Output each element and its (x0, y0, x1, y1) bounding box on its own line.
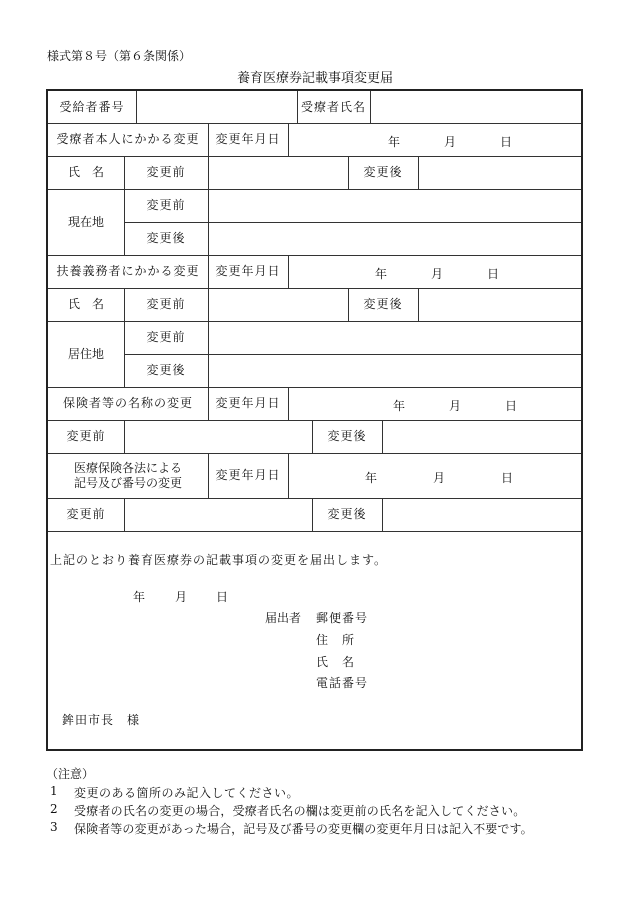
note-number: 3 (50, 820, 58, 834)
insurer-change-date-field[interactable] (289, 387, 581, 420)
guardian-name-after-field[interactable] (419, 288, 581, 321)
date-year-unit: 年 (375, 267, 388, 281)
insurer-after-label: 変更後 (327, 429, 367, 443)
date-month-unit: 月 (433, 471, 446, 485)
form-number: 様式第８号（第６条関係） (47, 49, 192, 63)
guardian-change-date-field[interactable] (289, 255, 581, 288)
recipient-number-label: 受給者番号 (59, 99, 125, 114)
note-text: 受療者の氏名の変更の場合，受療者氏名の欄は変更前の氏名を記入してください。 (74, 804, 526, 818)
applicant-name-label: 氏 名 (316, 655, 356, 669)
patient-address-after-field[interactable] (209, 222, 581, 255)
phone-number-label: 電話番号 (316, 676, 369, 690)
patient-change-heading: 受療者本人にかかる変更 (56, 132, 200, 146)
patient-name-field[interactable] (371, 91, 581, 123)
page-title: 養育医療券記載事項変更届 (236, 71, 393, 86)
guardian-name-after-label: 変更後 (363, 297, 403, 311)
guardian-address-after-field[interactable] (209, 354, 581, 387)
guardian-change-date-label: 変更年月日 (215, 264, 281, 278)
insurer-change-heading: 保険者等の名称の変更 (62, 396, 193, 410)
submission-date-field[interactable] (108, 587, 238, 605)
date-month-unit: 月 (449, 399, 462, 413)
patient-address-before-label: 変更前 (146, 198, 186, 212)
addressee: 鉾田市長 様 (62, 713, 141, 727)
note-number: 1 (50, 784, 58, 798)
date-year-unit: 年 (393, 399, 406, 413)
patient-address-before-field[interactable] (209, 189, 581, 222)
grid-line (48, 531, 581, 532)
patient-name-before-label: 変更前 (146, 165, 186, 179)
date-month-unit: 月 (431, 267, 444, 281)
date-year-unit: 年 (133, 590, 146, 604)
notes-heading: （注意） (46, 767, 95, 781)
guardian-address-before-field[interactable] (209, 321, 581, 354)
symbol-change-heading-line2: 記号及び番号の変更 (73, 475, 182, 490)
date-month-unit: 月 (175, 590, 188, 604)
patient-name-after-field[interactable] (419, 156, 581, 189)
guardian-address-label: 居住地 (67, 346, 104, 361)
patient-name-after-label: 変更後 (363, 165, 403, 179)
symbol-after-field[interactable] (383, 498, 581, 531)
note-number: 2 (50, 802, 58, 816)
symbol-change-heading-line1: 医療保険各法による (73, 460, 182, 475)
symbol-after-label: 変更後 (327, 507, 367, 521)
date-year-unit: 年 (388, 135, 401, 149)
applicant-info-field[interactable] (384, 605, 574, 693)
note-text: 変更のある箇所のみ記入してください。 (74, 786, 300, 800)
patient-name-change-label: 氏 名 (67, 165, 104, 179)
date-day-unit: 日 (487, 267, 500, 281)
date-month-unit: 月 (444, 135, 457, 149)
applicant-label: 届出者 (265, 611, 302, 625)
symbol-change-date-label: 変更年月日 (215, 468, 281, 482)
insurer-after-field[interactable] (383, 420, 581, 453)
guardian-change-heading: 扶養義務者にかかる変更 (56, 264, 200, 278)
guardian-address-before-label: 変更前 (146, 330, 186, 344)
symbol-before-field[interactable] (125, 498, 312, 531)
date-year-unit: 年 (365, 471, 378, 485)
note-text: 保険者等の変更があった場合，記号及び番号の変更欄の変更年月日は記入不要です。 (74, 822, 533, 836)
patient-name-before-field[interactable] (209, 156, 348, 189)
change-form-table (46, 89, 583, 751)
symbol-change-heading (48, 453, 208, 498)
patient-name-label: 受療者氏名 (300, 99, 366, 114)
date-day-unit: 日 (216, 590, 229, 604)
symbol-change-date-field[interactable] (289, 453, 581, 498)
date-day-unit: 日 (500, 135, 513, 149)
declaration-statement: 上記のとおり養育医療券の記載事項の変更を届出します。 (50, 553, 388, 567)
symbol-before-label: 変更前 (66, 507, 106, 521)
patient-change-date-label: 変更年月日 (215, 132, 281, 146)
guardian-address-after-label: 変更後 (146, 363, 186, 377)
patient-change-date-field[interactable] (289, 123, 581, 156)
guardian-name-change-label: 氏 名 (67, 297, 104, 311)
guardian-name-before-label: 変更前 (146, 297, 186, 311)
patient-address-label: 現在地 (67, 214, 104, 229)
patient-address-after-label: 変更後 (146, 231, 186, 245)
applicant-address-label: 住 所 (316, 633, 356, 647)
guardian-name-before-field[interactable] (209, 288, 348, 321)
postal-code-label: 郵便番号 (316, 611, 369, 625)
insurer-before-field[interactable] (125, 420, 312, 453)
insurer-before-label: 変更前 (66, 429, 106, 443)
date-day-unit: 日 (505, 399, 518, 413)
insurer-change-date-label: 変更年月日 (215, 396, 281, 410)
date-day-unit: 日 (501, 471, 514, 485)
recipient-number-field[interactable] (137, 91, 297, 123)
